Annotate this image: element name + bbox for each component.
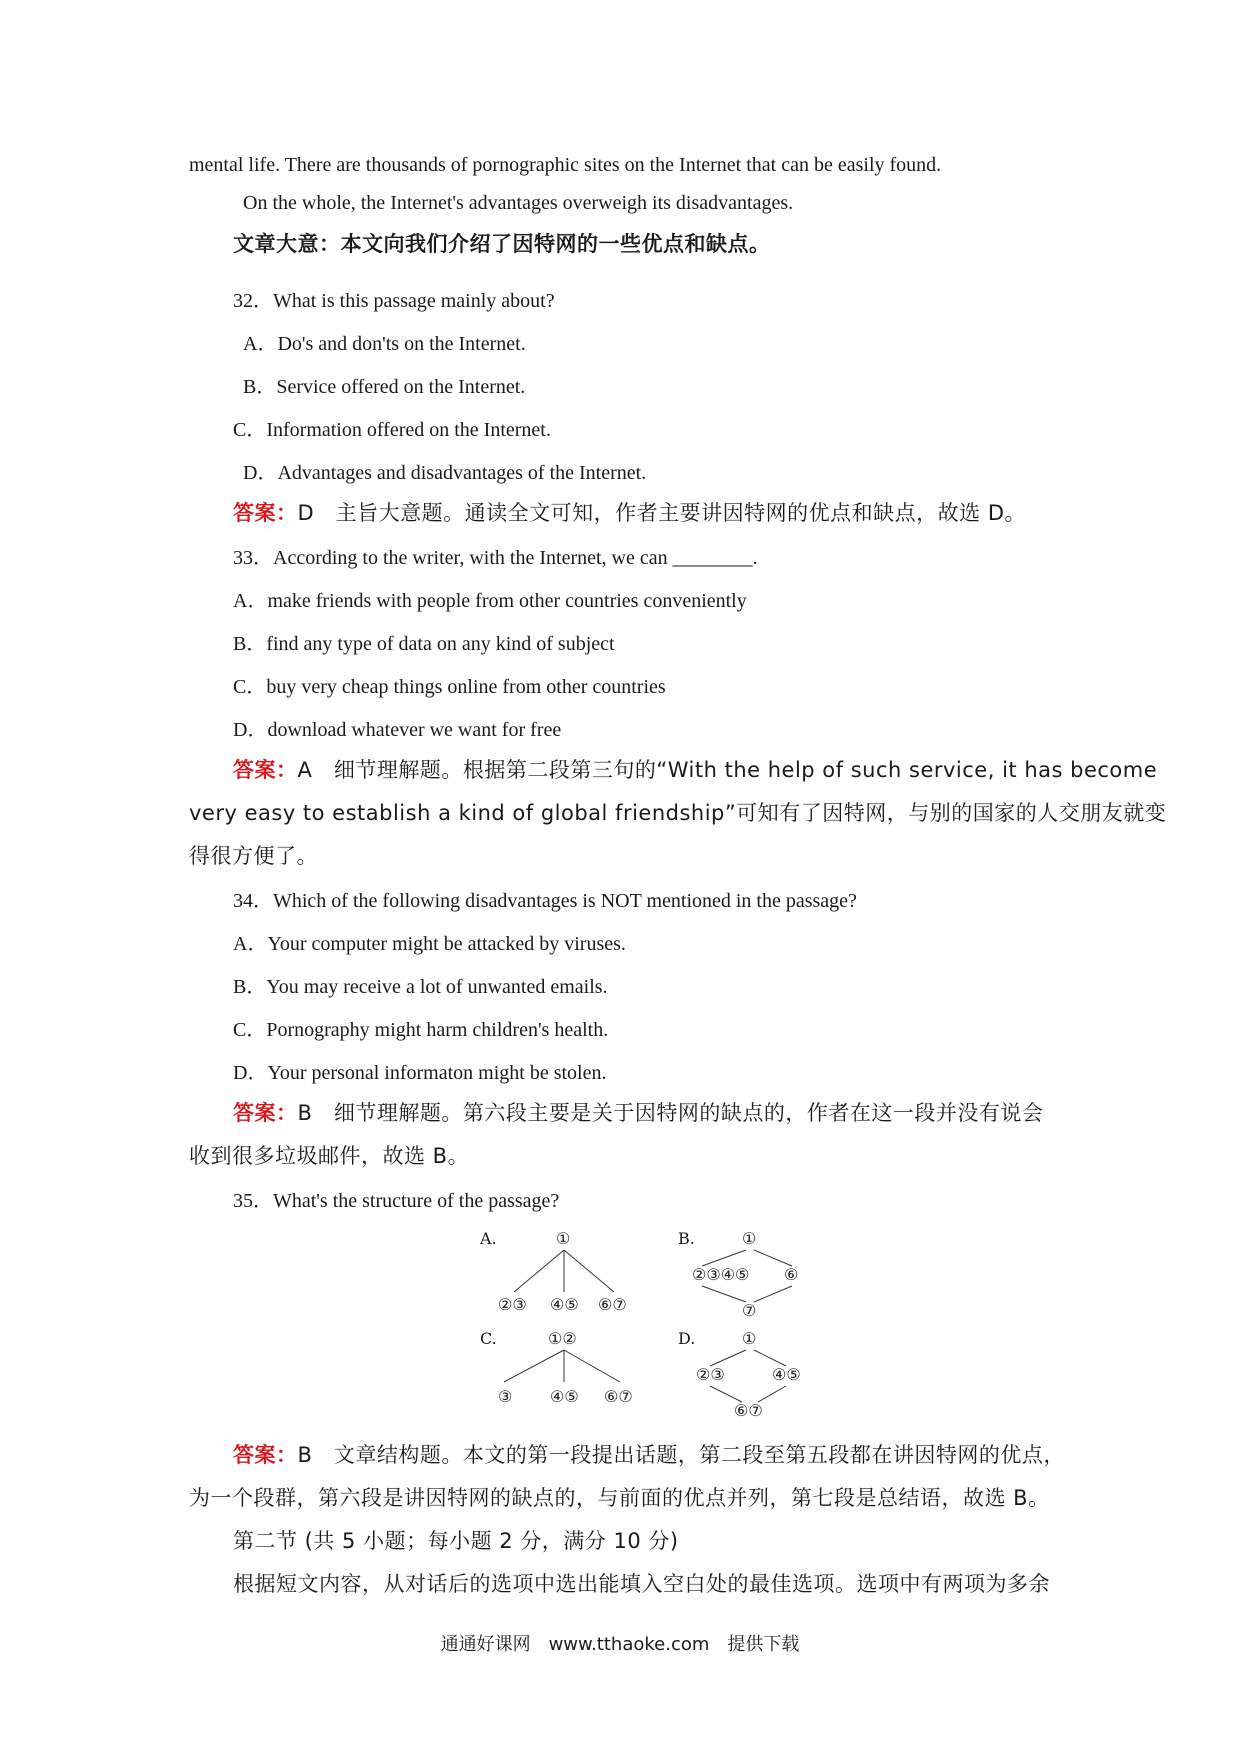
answer-tag: 答案： <box>233 501 298 525</box>
answer-33-cont: very easy to establish a kind of global friendship”可知有了因特网，与别的国家的人交朋友就变 <box>189 801 1167 825</box>
option-c: C．Information offered on the Internet. <box>233 419 551 441</box>
diagram-a-node: ②③ <box>498 1295 527 1314</box>
option-b: B．Service offered on the Internet. <box>243 376 526 398</box>
paragraph-line: mental life. There are thousands of pornographic sites on the Internet that can be easily found. <box>189 154 942 176</box>
answer-34 <box>233 1100 1043 1126</box>
answer-tag: 答案： <box>233 1101 298 1125</box>
answer-text: B 文章结构题。本文的第一段提出话题，第二段至第五段都在讲因特网的优点， <box>297 1443 1065 1467</box>
diagram-a-top: ① <box>556 1229 571 1248</box>
option-a: A．Do's and don'ts on the Internet. <box>243 333 526 355</box>
diagram-b-label: B. <box>678 1229 695 1248</box>
diagram-d-top: ① <box>742 1329 757 1348</box>
question-35: 35．What's the structure of the passage? <box>233 1190 560 1212</box>
diagram-c-node: ⑥⑦ <box>604 1387 633 1406</box>
answer-35-cont: 为一个段群，第六段是讲因特网的缺点的，与前面的优点并列，第七段是总结语，故选 B。 <box>189 1486 1050 1510</box>
question-33: 33．According to the writer, with the Internet, we can ________. <box>233 547 758 569</box>
answer-33 <box>233 757 1157 783</box>
option-b: B．find any type of data on any kind of subject <box>233 633 615 655</box>
option-d: D．download whatever we want for free <box>233 719 562 741</box>
option-d: D．Your personal informaton might be stolen. <box>233 1062 607 1084</box>
option-d: D．Advantages and disadvantages of the Internet. <box>243 462 647 484</box>
answer-tag: 答案： <box>233 1443 298 1467</box>
page-footer: 通通好课网 www.tthaoke.com 提供下载 <box>440 1634 800 1655</box>
diagram-a-node: ⑥⑦ <box>598 1295 627 1314</box>
answer-text: A 细节理解题。根据第二段第三句的“With the help of such service, it has become <box>297 758 1158 782</box>
diagram-c-top: ①② <box>548 1329 577 1348</box>
diagram-a-label: A. <box>480 1229 497 1248</box>
summary: 文章大意：本文向我们介绍了因特网的一些优点和缺点。 <box>233 232 771 256</box>
question-34: 34．Which of the following disadvantages is NOT mentioned in the passage? <box>233 890 857 912</box>
answer-text: B 细节理解题。第六段主要是关于因特网的缺点的，作者在这一段并没有说会 <box>297 1101 1044 1125</box>
diagram-c-node: ④⑤ <box>550 1387 579 1406</box>
answer-text: D 主旨大意题。通读全文可知，作者主要讲因特网的优点和缺点，故选 D。 <box>297 501 1027 525</box>
diagram-b-top: ① <box>742 1229 757 1248</box>
diagram-b-left: ②③④⑤ <box>692 1265 750 1284</box>
section-heading: 第二节 (共 5 小题；每小题 2 分，满分 10 分) <box>233 1529 679 1553</box>
diagram-d-label: D. <box>678 1329 696 1348</box>
diagram-b-bottom: ⑦ <box>742 1301 757 1320</box>
diagram-d-bottom: ⑥⑦ <box>734 1401 763 1420</box>
option-a: A．Your computer might be attacked by viruses. <box>233 933 626 955</box>
answer-tag: 答案： <box>233 758 298 782</box>
diagram-b-right: ⑥ <box>784 1265 799 1284</box>
option-c: C．Pornography might harm children's health. <box>233 1019 609 1041</box>
section-instruction: 根据短文内容，从对话后的选项中选出能填入空白处的最佳选项。选项中有两项为多余 <box>233 1572 1050 1596</box>
paragraph-line: On the whole, the Internet's advantages overweigh its disadvantages. <box>243 192 794 214</box>
option-a: A．make friends with people from other countries conveniently <box>233 590 747 612</box>
diagram-d-left: ②③ <box>696 1365 725 1384</box>
diagram-a-node: ④⑤ <box>550 1295 579 1314</box>
answer-33-cont: 得很方便了。 <box>189 844 318 868</box>
diagram-c-label: C. <box>480 1329 497 1348</box>
answer-35 <box>233 1442 1065 1468</box>
structure-diagram <box>470 1222 830 1422</box>
answer-34-cont: 收到很多垃圾邮件，故选 B。 <box>189 1144 470 1168</box>
diagram-d-right: ④⑤ <box>772 1365 801 1384</box>
answer-32 <box>233 500 1026 526</box>
question-32: 32．What is this passage mainly about? <box>233 290 555 312</box>
diagram-c-node: ③ <box>498 1387 513 1406</box>
option-c: C．buy very cheap things online from other countries <box>233 676 666 698</box>
option-b: B．You may receive a lot of unwanted emails. <box>233 976 608 998</box>
